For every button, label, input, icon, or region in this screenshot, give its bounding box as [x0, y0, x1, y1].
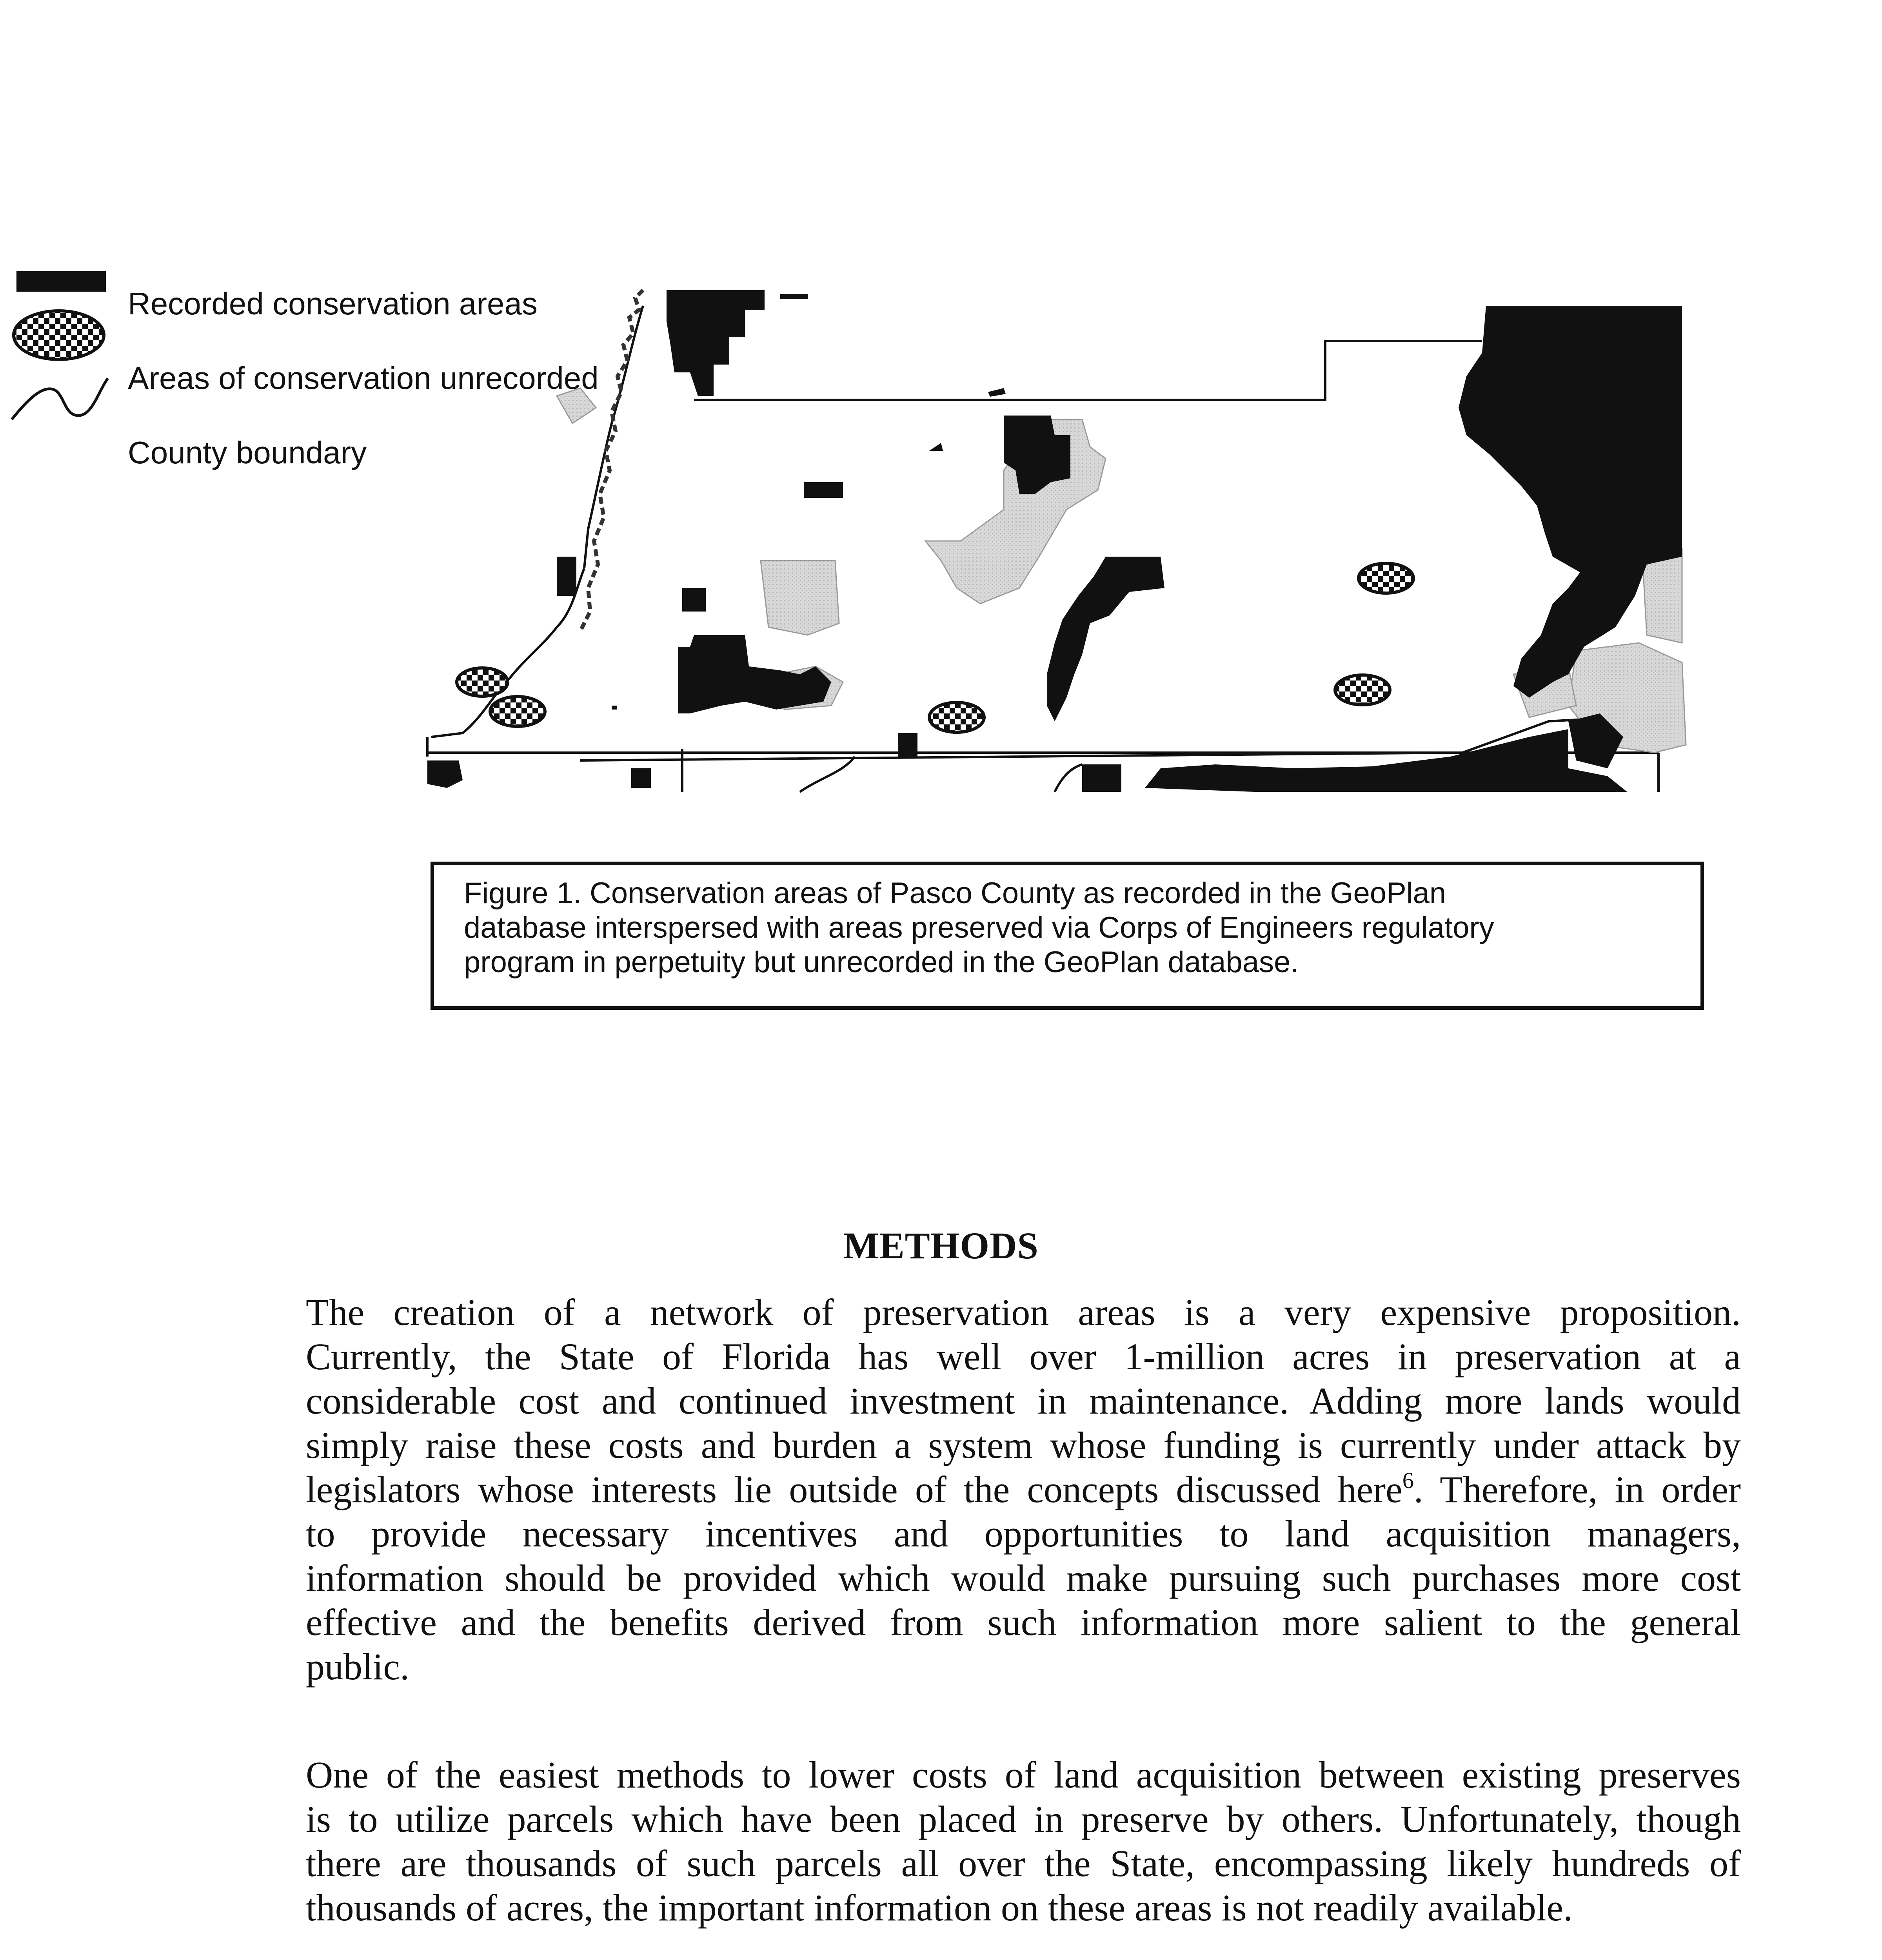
paragraph-line: Currently, the State of Florida has well over 1-million acres in preservation at a: [306, 1336, 1741, 1377]
caption-line: database interspersed with areas preserved via Corps of Engineers regulatory: [464, 911, 1494, 944]
legend-recorded-swatch: [16, 271, 106, 292]
unrecorded-marker: [457, 668, 508, 696]
paragraph-line: to provide necessary incentives and opportunities to land acquisition managers,: [306, 1513, 1741, 1555]
unrecorded-areas: [457, 563, 1413, 732]
paragraph-line: public.: [306, 1646, 409, 1688]
unrecorded-marker: [929, 702, 984, 732]
paragraph-line: information should be provided which would make pursuing such purchases more cost: [306, 1557, 1741, 1599]
pasco-county-map: [0, 0, 1882, 831]
caption-line: program in perpetuity but unrecorded in the GeoPlan database.: [464, 946, 1299, 979]
legend-recorded-label: Recorded conservation areas: [128, 286, 538, 321]
legend-boundary-swatch: [12, 378, 108, 419]
paragraph-line: is to utilize parcels which have been placed in preserve by others. Unfortunately, though: [306, 1798, 1741, 1840]
legend-unrecorded-label: Areas of conservation unrecorded: [128, 361, 599, 396]
paragraph-line: considerable cost and continued investment in maintenance. Adding more lands would: [306, 1380, 1741, 1422]
paragraph-line-with-footnote: [306, 1468, 1741, 1510]
paragraph-line: thousands of acres, the important information on these areas is not readily available.: [306, 1887, 1573, 1929]
recorded-conservation-areas: [427, 290, 1682, 792]
unrecorded-marker: [490, 697, 545, 726]
paragraph-line: effective and the benefits derived from such information more salient to the general: [306, 1601, 1741, 1643]
legend-boundary-label: County boundary: [128, 435, 367, 470]
paragraph-line: The creation of a network of preservation areas is a very expensive proposition.: [306, 1291, 1741, 1333]
footnote-marker: 6: [1402, 1468, 1414, 1493]
paragraph-line: One of the easiest methods to lower costs of land acquisition between existing preserves: [306, 1754, 1741, 1796]
text-span: . Therefore, in order: [1413, 1468, 1741, 1510]
caption-line: Figure 1. Conservation areas of Pasco County as recorded in the GeoPlan: [464, 877, 1446, 910]
paragraph-line: there are thousands of such parcels all over the State, encompassing likely hundreds of: [306, 1842, 1741, 1884]
paragraph-line: simply raise these costs and burden a system whose funding is currently under attack by: [306, 1424, 1741, 1466]
legend-unrecorded-swatch: [14, 311, 104, 359]
unrecorded-marker: [1335, 675, 1390, 705]
unrecorded-marker: [1359, 563, 1413, 593]
section-heading: METHODS: [843, 1225, 1039, 1267]
text-span: legislators whose interests lie outside of the concepts discussed here: [306, 1468, 1402, 1510]
figure-caption-box: [431, 862, 1704, 1010]
